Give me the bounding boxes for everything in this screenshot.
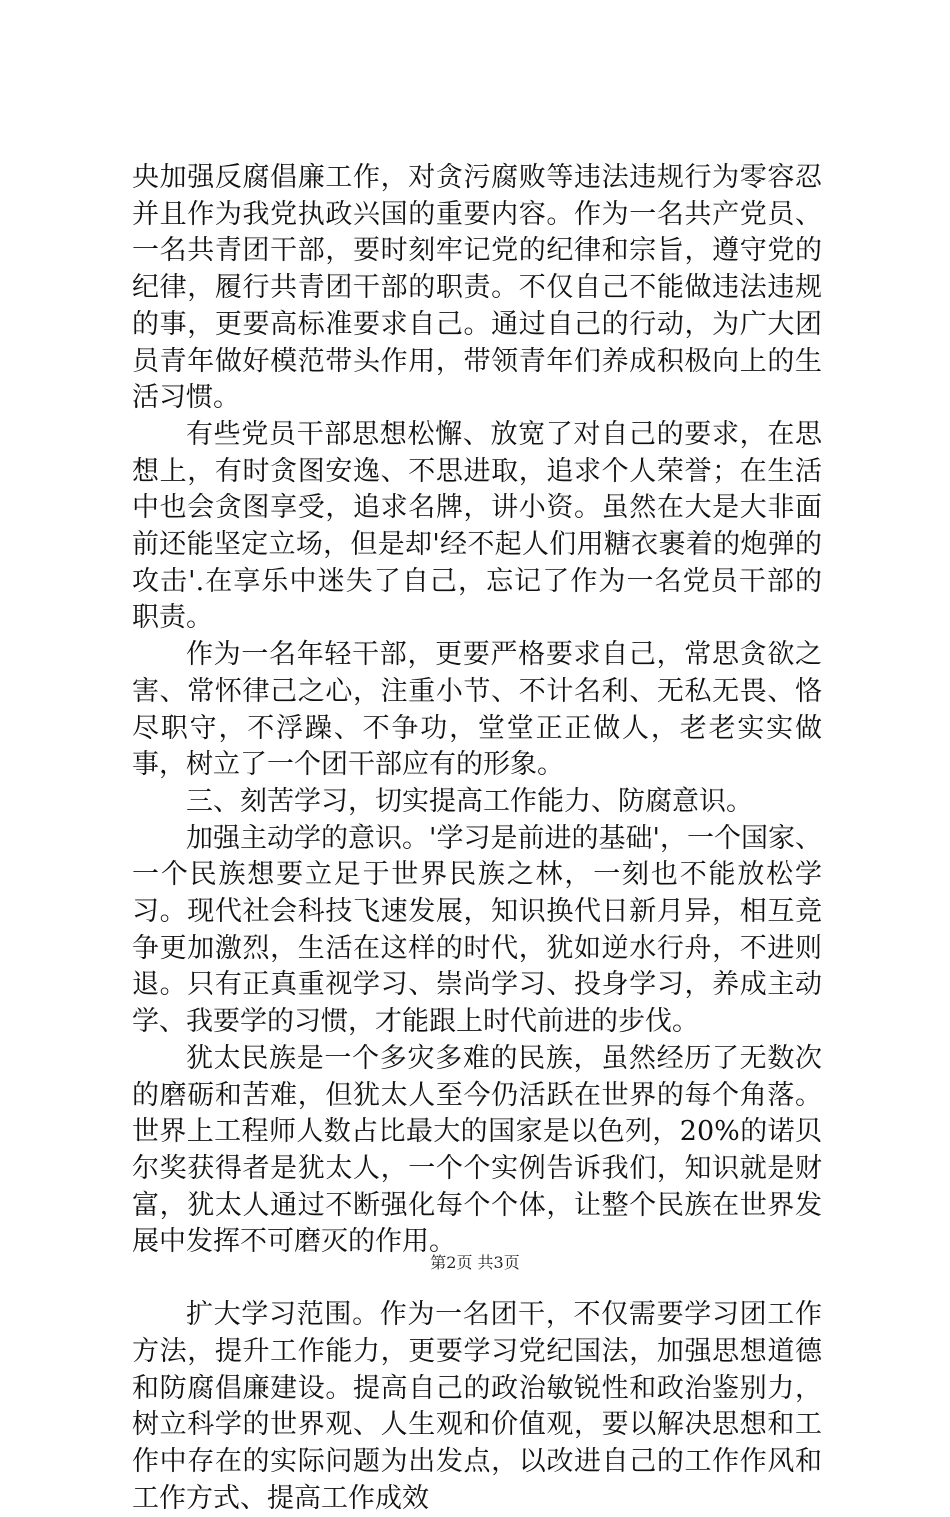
paragraph: 扩大学习范围。作为一名团干，不仅需要学习团工作方法，提升工作能力，更要学习党纪国法，加强思想道德和防腐倡廉建设。提高自己的政治敏锐性和政治鉴别力，树立科学的世界观、人生观和价值观，要以解决思想和工作中存在的实际问题为出发点，以改进自己的工作作风和工作方式、提高工作成效 xyxy=(132,1299,822,1514)
document-body xyxy=(132,160,822,1517)
paragraph: 犹太民族是一个多灾多难的民族，虽然经历了无数次的磨砺和苦难，但犹太人至今仍活跃在世界的每个角落。世界上工程师人数占比最大的国家是以色列，20%的诺贝尔奖获得者是犹太人，一个个实例告诉我们，知识就是财富，犹太人通过不断强化每个个体，让整个民族在世界发展中发挥不可磨灭的作用。 xyxy=(132,1042,822,1258)
page-number: 第2页 共3页 xyxy=(430,1253,520,1272)
paragraph: 有些党员干部思想松懈、放宽了对自己的要求，在思想上，有时贪图安逸、不思进取，追求个人荣誉；在生活中也会贪图享受，追求名牌，讲小资。虽然在大是大非面前还能坚定立场，但是却'经不起人们用糖衣裹着的炮弹的攻击'.在享乐中迷失了自己，忘记了作为一名党员干部的职责。 xyxy=(132,418,822,634)
paragraph: 作为一名年轻干部，更要严格要求自己，常思贪欲之害、常怀律己之心，注重小节、不计名利、无私无畏、恪尽职守，不浮躁、不争功，堂堂正正做人，老老实实做事，树立了一个团干部应有的形象。 xyxy=(132,639,822,781)
paragraph: 加强主动学的意识。'学习是前进的基础'，一个国家、一个民族想要立足于世界民族之林，一刻也不能放松学习。现代社会科技飞速发展，知识换代日新月异，相互竞争更加激烈，生活在这样的时代，犹如逆水行舟，不进则退。只有正真重视学习、崇尚学习、投身学习，养成主动学、我要学的习惯，才能跟上时代前进的步伐。 xyxy=(132,822,822,1038)
paragraph: 央加强反腐倡廉工作，对贪污腐败等违法违规行为零容忍并且作为我党执政兴国的重要内容。作为一名共产党员、一名共青团干部，要时刻牢记党的纪律和宗旨，遵守党的纪律，履行共青团干部的职责。不仅自己不能做违法违规的事，更要高标准要求自己。通过自己的行动，为广大团员青年做好模范带头作用，带领青年们养成积极向上的生活习惯。 xyxy=(132,162,822,414)
page-footer xyxy=(0,1250,950,1273)
section-heading: 三、刻苦学习，切实提高工作能力、防腐意识。 xyxy=(186,785,753,817)
